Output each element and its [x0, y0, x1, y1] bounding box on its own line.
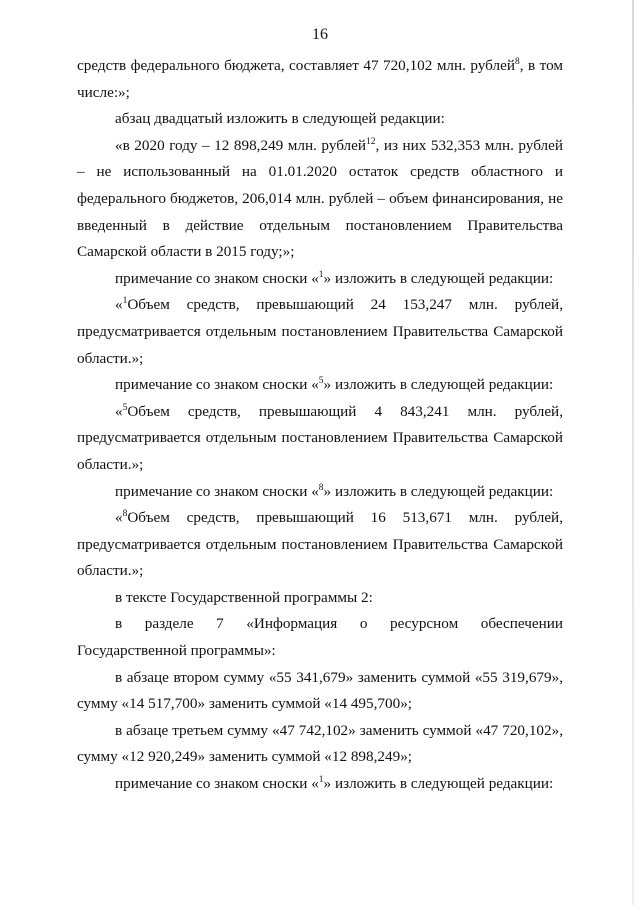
paragraph-instruction: примечание со знаком сноски «$^1$» изложить в следующей редакции: — [115, 775, 554, 793]
paragraph-instruction: в разделе 7 «Информация о ресурсном обеспечении Государственной программы»: — [77, 615, 563, 660]
paragraph-amendment: в абзаце втором сумму «55 341,679» заменить суммой «55 319,679», сумму «14 517,700» заменить суммой «14 495,700»; — [77, 668, 563, 713]
paragraph-instruction: примечание со знаком сноски «$^1$» изложить в следующей редакции: — [115, 269, 554, 287]
paragraph-continuation: средств федерального бюджета, составляет 47 720,102 млн. рублей$^8$, в том числе:»; — [77, 57, 563, 101]
paragraph-footnote-quote: «$^5$Объем средств, превышающий 4 843,241 млн. рублей, предусматривается отдельным постановлением Правительства Самарской области.»; — [77, 402, 563, 473]
paragraph-quote: «в 2020 году – 12 898,249 млн. рублей$^{12}$, из них 532,353 млн. рублей – не использованный на 01.01.2020 остаток средств областного и федерального бюджетов, 206,014 млн. рублей – объем финансирования, не введенный в действие отдельным постановлением Правительства Самарской области в 2015 году;»; — [77, 136, 563, 261]
paragraph-amendment: в абзаце третьем сумму «47 742,102» заменить суммой «47 720,102», сумму «12 920,249» заменить суммой «12 898,249»; — [77, 721, 563, 766]
paragraph-instruction: примечание со знаком сноски «$^5$» изложить в следующей редакции: — [115, 376, 554, 394]
paragraph-instruction: примечание со знаком сноски «$^8$» изложить в следующей редакции: — [115, 482, 554, 500]
paragraph-footnote-quote: «$^1$Объем средств, превышающий 24 153,247 млн. рублей, предусматривается отдельным постановлением Правительства Самарской области.»; — [77, 296, 563, 367]
paragraph-footnote-quote: «$^8$Объем средств, превышающий 16 513,671 млн. рублей, предусматривается отдельным постановлением Правительства Самарской области.»; — [77, 509, 563, 580]
scan-edge-shadow — [632, 0, 634, 905]
paragraph-instruction: в тексте Государственной программы 2: — [115, 588, 373, 606]
page-number: 16 — [312, 26, 328, 43]
document-body — [77, 53, 563, 798]
paragraph-instruction: абзац двадцатый изложить в следующей редакции: — [115, 110, 445, 128]
